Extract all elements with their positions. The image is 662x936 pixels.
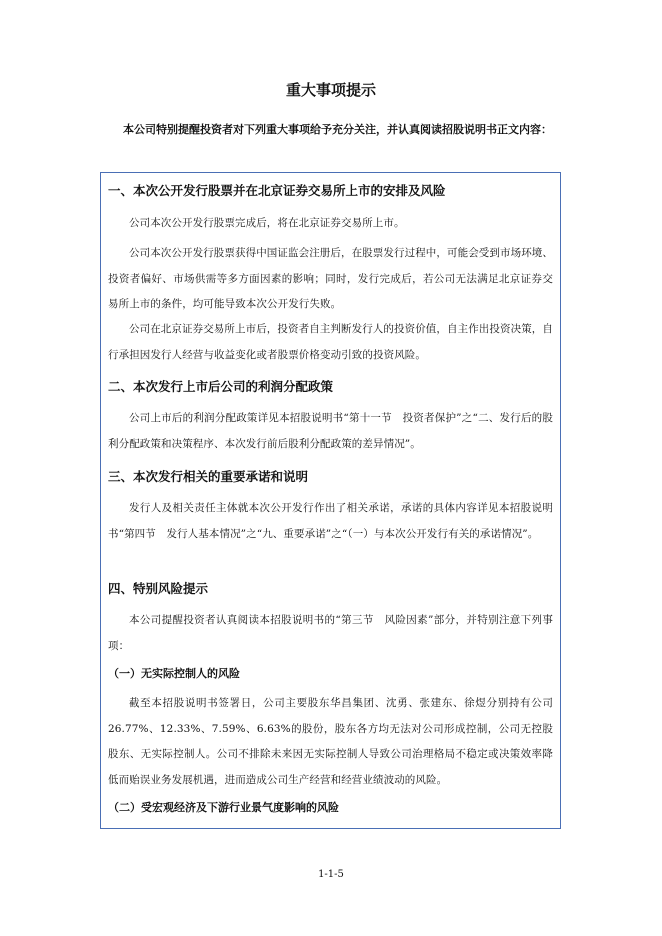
- page-title: 重大事项提示: [285, 81, 376, 99]
- page-number: 1-1-5: [318, 869, 344, 880]
- section-1-paragraph-3: 公司在北京证券交易所上市后，投资者自主判断发行人的投资价值，自主作出投资决策，自行承担因发行人经营与收益变化或者股票价格变动引致的投资风险。: [108, 323, 553, 361]
- section-1-paragraph-1: 公司本次公开发行股票完成后，将在北京证券交易所上市。: [129, 217, 405, 229]
- section-heading-3: 三、本次发行相关的重要承诺和说明: [108, 469, 309, 484]
- intro-paragraph: 本公司特别提醒投资者对下列重大事项给予充分关注，并认真阅读招股说明书正文内容：: [123, 123, 552, 136]
- risk-1-paragraph: 截至本招股说明书签署日，公司主要股东华昌集团、沈勇、张建东、徐煜分别持有公司26.77%、12.33%、7.59%、6.63%的股份，股东各方均无法对公司形成控制，公司无控股股东、无实际控制人。公司不排除未来因无实际控制人导致公司治理格局不稳定或决策效率降低而贻误业务发展机遇，进而造成公司生产经营和经营业绩波动的风险。: [108, 697, 553, 786]
- risk-heading-1: （一）无实际控制人的风险: [108, 667, 240, 680]
- section-4-paragraph-1: 本公司提醒投资者认真阅读本招股说明书的“第三节 风险因素”部分，并特别注意下列事项：: [108, 614, 553, 652]
- section-1-paragraph-2: 公司本次公开发行股票获得中国证监会注册后，在股票发行过程中，可能会受到市场环境、投资者偏好、市场供需等多方面因素的影响；同时，发行完成后，若公司无法满足北京证券交易所上市的条件，均可能导致本次公开发行失败。: [108, 247, 553, 310]
- risk-heading-2: （二）受宏观经济及下游行业景气度影响的风险: [108, 801, 339, 814]
- section-heading-1: 一、本次公开发行股票并在北京证券交易所上市的安排及风险: [108, 183, 446, 198]
- section-heading-4: 四、特别风险提示: [108, 581, 209, 596]
- content-box: [100, 172, 561, 829]
- section-3-paragraph-1: 发行人及相关责任主体就本次公开发行作出了相关承诺，承诺的具体内容详见本招股说明书“第四节 发行人基本情况”之“九、重要承诺”之“（一）与本次公开发行有关的承诺情况”。: [108, 502, 553, 540]
- section-heading-2: 二、本次发行上市后公司的利润分配政策: [108, 379, 334, 394]
- section-2-paragraph-1: 公司上市后的利润分配政策详见本招股说明书“第十一节 投资者保护”之“二、发行后的股利分配政策和决策程序、本次发行前后股利分配政策的差异情况”。: [108, 412, 553, 450]
